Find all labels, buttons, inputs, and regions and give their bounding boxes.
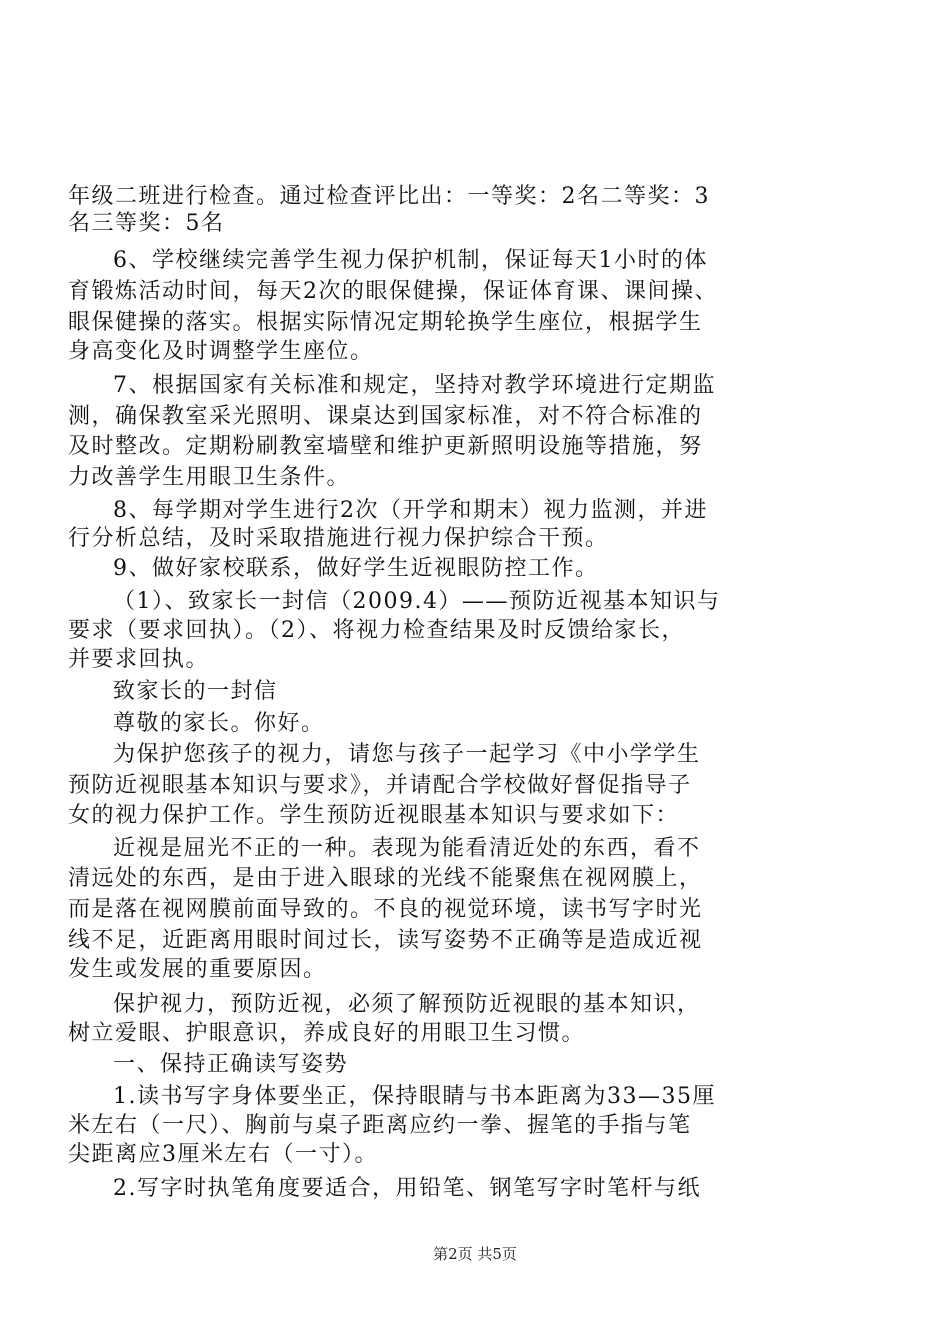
text-line: 保护视力，预防近视，必须了解预防近视眼的基本知识，: [113, 992, 701, 1017]
text-line: 6、学校继续完善学生视力保护机制，保证每天1小时的体: [113, 248, 708, 273]
text-line: 8、每学期对学生进行2次（开学和期末）视力监测，并进: [113, 498, 708, 523]
text-line: 1.读书写字身体要坐正，保持眼睛与书本距离为33—35厘: [113, 1084, 716, 1109]
text-line: 树立爱眼、护眼意识，养成良好的用眼卫生习惯。: [68, 1021, 586, 1046]
text-line: 2.写字时执笔角度要适合，用铅笔、钢笔写字时笔杆与纸: [113, 1176, 701, 1201]
text-line: 为保护您孩子的视力，请您与孩子一起学习《中小学学生: [113, 742, 701, 767]
text-line: 育锻炼活动时间，每天2次的眼保健操，保证体育课、课间操、: [68, 279, 718, 304]
text-line: 9、做好家校联系，做好学生近视眼防控工作。: [113, 556, 599, 581]
text-line: 行分析总结，及时采取措施进行视力保护综合干预。: [68, 526, 609, 551]
text-line: 线不足，近距离用眼时间过长，读写姿势不正确等是造成近视: [68, 928, 703, 953]
text-line: 近视是屈光不正的一种。表现为能看清近处的东西，看不: [113, 836, 701, 861]
text-line: 要求（要求回执）。（2）、将视力检查结果及时反馈给家长，: [68, 618, 685, 643]
text-line: 眼保健操的落实。根据实际情况定期轮换学生座位，根据学生: [68, 310, 703, 335]
page-number: 第2页 共5页: [433, 1245, 517, 1263]
text-line: 发生或发展的重要原因。: [68, 957, 327, 982]
text-line: 预防近视眼基本知识与要求》，并请配合学校做好督促指导子: [68, 773, 692, 798]
text-line: 米左右（一尺）、胸前与桌子距离应约一拳、握笔的手指与笔: [68, 1113, 692, 1138]
page-footer: [0, 1244, 950, 1264]
text-line: 清远处的东西，是由于进入眼球的光线不能聚焦在视网膜上，: [68, 866, 703, 891]
text-line: 尊敬的家长。你好。: [113, 711, 325, 736]
text-line: 而是落在视网膜前面导致的。不良的视觉环境，读书写字时光: [68, 897, 703, 922]
text-line: 力改善学生用眼卫生条件。: [68, 465, 351, 490]
text-line: 尖距离应3厘米左右（一寸）。: [68, 1142, 378, 1167]
text-line: （1）、致家长一封信（2009.4）——预防近视基本知识与: [113, 589, 721, 614]
text-line: 并要求回执。: [68, 647, 210, 672]
text-line: 身高变化及时调整学生座位。: [68, 339, 374, 364]
text-line: 及时整改。定期粉刷教室墙壁和维护更新照明设施等措施，努: [68, 434, 703, 459]
text-line: 测，确保教室采光照明、课桌达到国家标准，对不符合标准的: [68, 404, 703, 429]
text-line: 女的视力保护工作。学生预防近视眼基本知识与要求如下：: [68, 803, 680, 828]
text-line: 年级二班进行检查。通过检查评比出：一等奖：2名二等奖：3: [68, 184, 710, 209]
text-line: 7、根据国家有关标准和规定，坚持对教学环境进行定期监: [113, 373, 716, 398]
text-line: 一、保持正确读写姿势: [113, 1052, 349, 1077]
text-line: 致家长的一封信: [113, 679, 278, 704]
text-line: 名三等奖：5名: [68, 211, 225, 236]
